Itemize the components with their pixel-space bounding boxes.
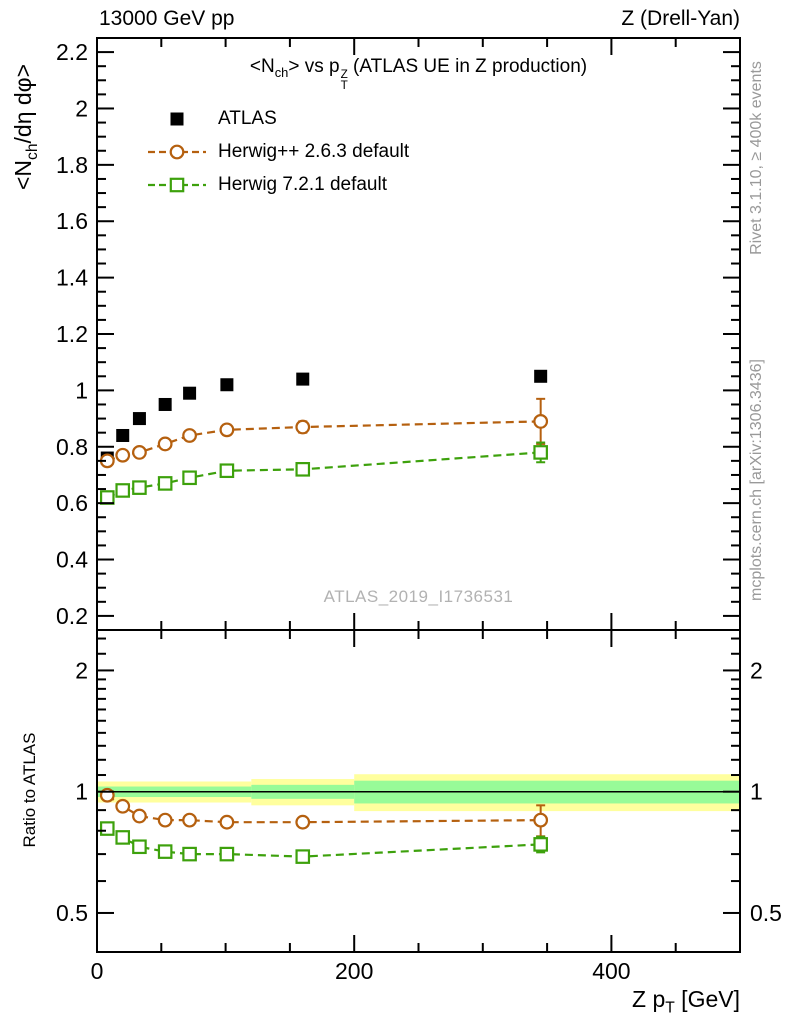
y-axis-label-top: [10, 64, 42, 190]
svg-text:0.8: 0.8: [56, 433, 88, 460]
legend-label-atlas: ATLAS: [218, 107, 277, 129]
herwig7-marker-icon: [148, 175, 206, 195]
title-superscript: Z: [340, 67, 348, 81]
svg-text:0.4: 0.4: [56, 546, 88, 573]
legend-item-herwigpp: [148, 135, 409, 168]
svg-text:2: 2: [750, 657, 763, 684]
y-axis-label-ratio: Ratio to ATLAS: [20, 732, 39, 848]
title-subscript: ch: [274, 64, 289, 80]
svg-text:2: 2: [75, 657, 88, 684]
svg-text:1.2: 1.2: [56, 321, 88, 347]
svg-text:0.5: 0.5: [56, 899, 88, 926]
legend: [148, 102, 409, 201]
svg-text:0.2: 0.2: [56, 602, 88, 629]
svg-text:1.6: 1.6: [56, 208, 88, 235]
title-subscript: T: [340, 79, 348, 93]
svg-text:1: 1: [75, 377, 88, 404]
svg-text:1: 1: [75, 778, 88, 805]
legend-item-atlas: [148, 102, 409, 135]
legend-label-herwig7: Herwig 7.2.1 default: [218, 173, 387, 195]
mcplots-reference-note: mcplots.cern.ch [arXiv:1306.3436]: [748, 359, 765, 601]
svg-text:1.8: 1.8: [56, 151, 88, 178]
process-info: Z (Drell-Yan): [621, 7, 740, 30]
x-axis-label: [97, 986, 740, 1018]
xlabel-subscript: T: [665, 999, 675, 1017]
xlabel-text: Z p: [632, 986, 666, 1012]
rivet-version-note: Rivet 3.1.10, ≥ 400k events: [748, 61, 765, 255]
svg-text:2: 2: [75, 95, 88, 122]
svg-text:1.4: 1.4: [56, 264, 88, 291]
ylabel-text: /dη dφ>: [10, 63, 37, 144]
svg-text:400: 400: [592, 958, 631, 984]
svg-text:200: 200: [335, 958, 374, 984]
svg-text:0.6: 0.6: [56, 490, 88, 517]
legend-item-herwig7: [148, 168, 409, 201]
svg-text:2.2: 2.2: [56, 39, 88, 66]
ylabel-subscript: ch: [23, 143, 41, 160]
svg-text:0: 0: [90, 958, 104, 984]
title-text: (ATLAS UE in Z production): [347, 56, 588, 77]
analysis-id-watermark: ATLAS_2019_I1736531: [323, 587, 514, 606]
beam-info: 13000 GeV pp: [99, 7, 235, 30]
legend-label-herwigpp: Herwig++ 2.6.3 default: [218, 140, 410, 162]
atlas-marker-icon: [148, 109, 206, 129]
ylabel-text: <N: [10, 159, 37, 191]
herwigpp-marker-icon: [148, 142, 206, 162]
svg-text:0.5: 0.5: [750, 899, 782, 926]
pt-z-stack: [341, 69, 348, 91]
plot-title: [97, 56, 740, 91]
title-text: <N: [249, 56, 275, 77]
xlabel-text: [GeV]: [674, 986, 740, 1012]
title-text: > vs p: [288, 56, 340, 77]
svg-text:1: 1: [750, 778, 763, 805]
